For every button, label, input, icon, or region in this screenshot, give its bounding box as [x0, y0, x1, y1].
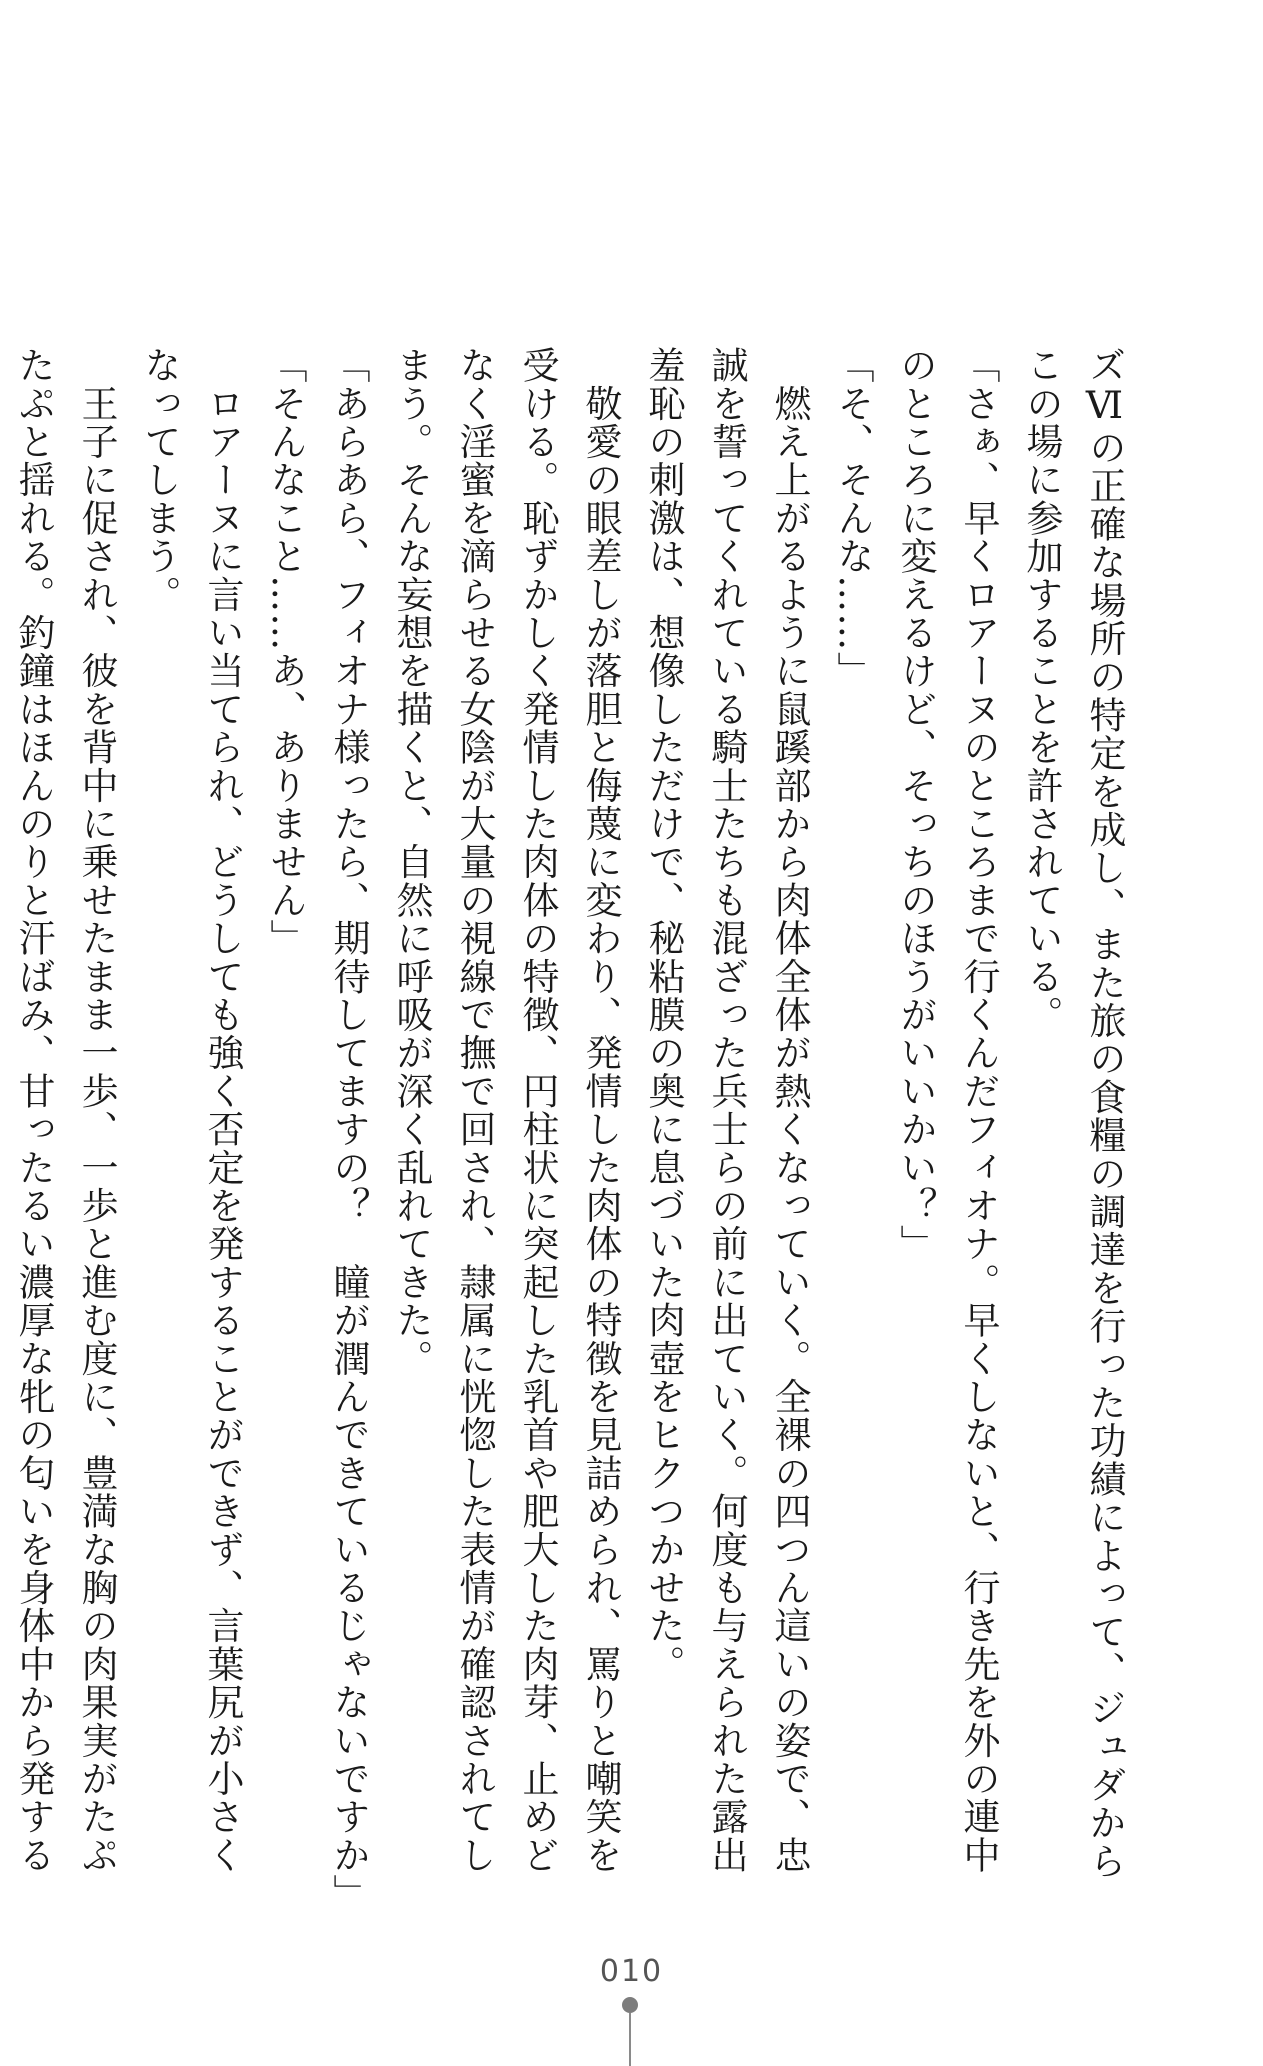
- text-line: のところに変えるけど、そっちのほうがいいかい？」: [894, 346, 937, 1263]
- text-line: 受ける。恥ずかしく発情した肉体の特徴、円柱状に突起した乳首や肥大した肉芽、止めど: [516, 346, 559, 1875]
- text-line: 「そ、そんな……」: [831, 346, 874, 690]
- text-line: 燃え上がるように鼠蹊部から肉体全体が熱くなっていく。全裸の四つん這いの姿で、忠: [768, 346, 811, 1874]
- text-line: ズⅥの正確な場所の特定を成し、また旅の食糧の調達を行った功績によって、ジュダから: [1083, 346, 1126, 1880]
- page-marker-rule: [629, 2013, 631, 2066]
- text-line: 「さぁ、早くロアーヌのところまで行くんだフィオナ。早くしないと、行き先を外の連中: [957, 346, 1000, 1874]
- text-line: なってしまう。: [138, 346, 181, 614]
- page-marker-dot: [622, 1997, 638, 2013]
- text-line: 誠を誓ってくれている騎士たちも混ざった兵士らの前に出ていく。何度も与えられた露出: [705, 346, 748, 1874]
- text-line: ロアーヌに言い当てられ、どうしても強く否定を発することができず、言葉尻が小さく: [201, 346, 244, 1874]
- text-line: 王子に促され、彼を背中に乗せたまま一歩、一歩と進む度に、豊満な胸の肉果実がたぷ: [75, 346, 118, 1874]
- body-text: [12, 346, 1136, 1913]
- text-line: この場に参加することを許されている。: [1020, 346, 1063, 1034]
- text-line: 敬愛の眼差しが落胆と侮蔑に変わり、発情した肉体の特徴を見詰められ、罵りと嘲笑を: [579, 346, 622, 1874]
- text-line: 「そんなこと……あ、ありません」: [264, 346, 307, 958]
- text-line: まう。そんな妄想を描くと、自然に呼吸が深く乱れてきた。: [390, 346, 433, 1378]
- text-line: なく淫蜜を滴らせる女陰が大量の視線で撫で回され、隷属に恍惚した表情が確認されてし: [453, 346, 496, 1874]
- text-line: 羞恥の刺激は、想像しただけで、秘粘膜の奥に息づいた肉壺をヒクつかせた。: [642, 346, 685, 1683]
- text-line: 「あらあら、フィオナ様ったら、期待してますの？ 瞳が潤んできているじゃないですか」: [327, 346, 370, 1913]
- page-number: 010: [599, 1954, 664, 1989]
- text-line: たぷと揺れる。釣鐘はほんのりと汗ばみ、甘ったるい濃厚な牝の匂いを身体中から発する: [12, 346, 55, 1874]
